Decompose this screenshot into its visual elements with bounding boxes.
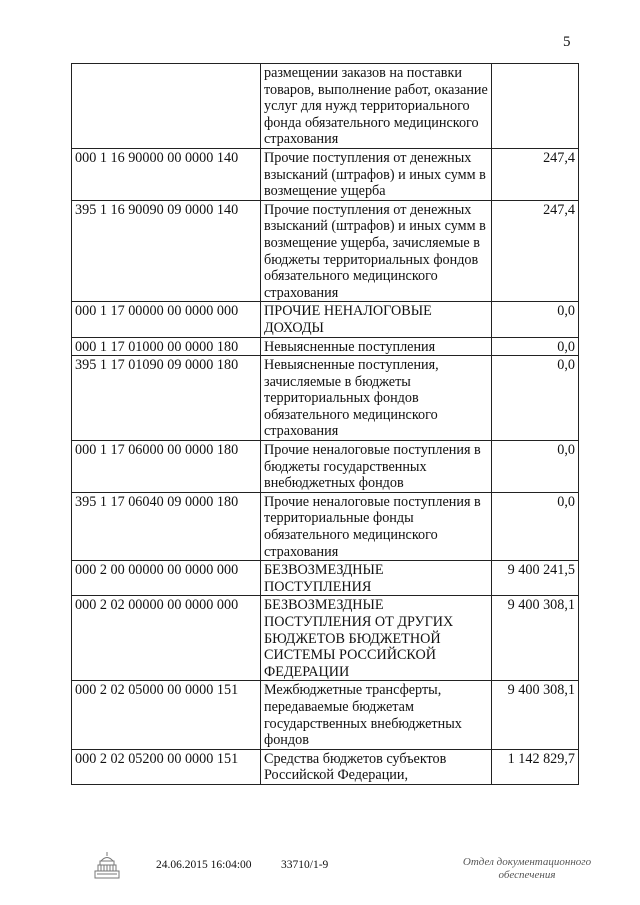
description-cell: БЕЗВОЗМЕЗДНЫЕ ПОСТУПЛЕНИЯ ОТ ДРУГИХ БЮДЖЕТОВ БЮДЖЕТНОЙ СИСТЕМЫ РОССИЙСКОЙ ФЕДЕРАЦИИ — [261, 596, 492, 681]
table-row — [72, 596, 579, 681]
amount-cell: 0,0 — [492, 492, 579, 560]
amount-cell: 0,0 — [492, 302, 579, 337]
amount-cell: 9 400 308,1 — [492, 681, 579, 749]
amount-cell: 9 400 308,1 — [492, 596, 579, 681]
amount-cell: 0,0 — [492, 441, 579, 493]
description-cell: Невыясненные поступления — [261, 337, 492, 356]
description-cell: размещении заказов на поставки товаров, выполнение работ, оказание услуг для нужд территориального фонда обязательного медицинского страхования — [261, 64, 492, 149]
amount-cell — [492, 64, 579, 149]
table-row — [72, 200, 579, 302]
footer — [0, 851, 640, 891]
table-row — [72, 356, 579, 441]
description-cell: Межбюджетные трансферты, передаваемые бюджетам государственных внебюджетных фондов — [261, 681, 492, 749]
code-cell: 000 1 17 01000 00 0000 180 — [72, 337, 261, 356]
code-cell: 000 2 02 05000 00 0000 151 — [72, 681, 261, 749]
code-cell: 000 2 00 00000 00 0000 000 — [72, 561, 261, 596]
code-cell: 395 1 17 01090 09 0000 180 — [72, 356, 261, 441]
code-cell: 000 2 02 00000 00 0000 000 — [72, 596, 261, 681]
table-row — [72, 749, 579, 784]
table-row — [72, 492, 579, 560]
table-row — [72, 441, 579, 493]
description-cell: БЕЗВОЗМЕЗДНЫЕ ПОСТУПЛЕНИЯ — [261, 561, 492, 596]
footer-datetime: 24.06.2015 16:04:00 — [156, 859, 252, 871]
code-cell: 395 1 17 06040 09 0000 180 — [72, 492, 261, 560]
code-cell: 000 2 02 05200 00 0000 151 — [72, 749, 261, 784]
department-stamp — [452, 856, 602, 882]
amount-cell: 1 142 829,7 — [492, 749, 579, 784]
code-cell: 000 1 16 90000 00 0000 140 — [72, 148, 261, 200]
page-number: 5 — [563, 34, 571, 50]
description-cell: Средства бюджетов субъектов Российской Федерации, — [261, 749, 492, 784]
table-row — [72, 561, 579, 596]
table-row — [72, 681, 579, 749]
table-row — [72, 337, 579, 356]
code-cell: 000 1 17 06000 00 0000 180 — [72, 441, 261, 493]
code-cell — [72, 64, 261, 149]
table-row — [72, 148, 579, 200]
emblem-logo-icon — [92, 849, 122, 886]
stamp-line-2: обеспечения — [498, 869, 556, 881]
amount-cell: 9 400 241,5 — [492, 561, 579, 596]
amount-cell: 0,0 — [492, 337, 579, 356]
amount-cell: 247,4 — [492, 200, 579, 302]
footer-document-number: 33710/1-9 — [281, 859, 329, 871]
description-cell: Невыясненные поступления, зачисляемые в бюджеты территориальных фондов обязательного медицинского страхования — [261, 356, 492, 441]
description-cell: Прочие неналоговые поступления в бюджеты государственных внебюджетных фондов — [261, 441, 492, 493]
description-cell: Прочие поступления от денежных взысканий (штрафов) и иных сумм в возмещение ущерба, зачисляемые в бюджеты территориальных фондов обязательного медицинского страхования — [261, 200, 492, 302]
stamp-line-1: Отдел документационного — [462, 856, 592, 868]
description-cell: Прочие неналоговые поступления в территориальные фонды обязательного медицинского страхования — [261, 492, 492, 560]
amount-cell: 0,0 — [492, 356, 579, 441]
amount-cell: 247,4 — [492, 148, 579, 200]
table-row — [72, 302, 579, 337]
code-cell: 395 1 16 90090 09 0000 140 — [72, 200, 261, 302]
description-cell: Прочие поступления от денежных взысканий (штрафов) и иных сумм в возмещение ущерба — [261, 148, 492, 200]
code-cell: 000 1 17 00000 00 0000 000 — [72, 302, 261, 337]
description-cell: ПРОЧИЕ НЕНАЛОГОВЫЕ ДОХОДЫ — [261, 302, 492, 337]
table-row — [72, 64, 579, 149]
budget-revenue-table — [71, 63, 579, 785]
